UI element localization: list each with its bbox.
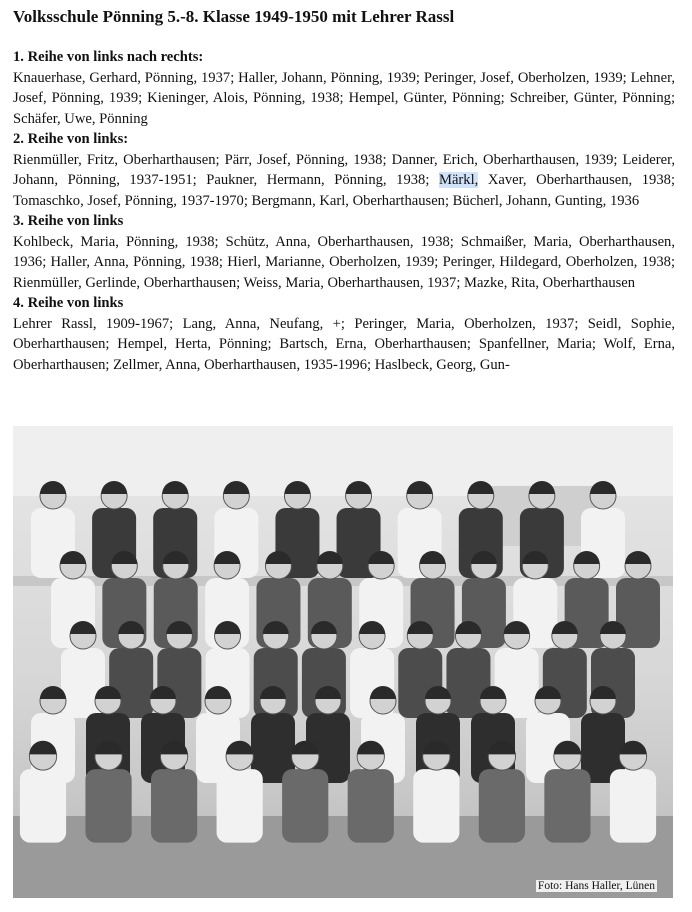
person-body xyxy=(217,769,263,843)
section-row-4 xyxy=(13,293,675,375)
section-row-3 xyxy=(13,211,675,293)
person-body xyxy=(20,769,66,843)
person-body xyxy=(479,769,525,843)
person-body xyxy=(544,769,590,843)
document-page xyxy=(13,6,675,375)
section-text xyxy=(13,150,675,212)
section-heading: 4. Reihe von links xyxy=(13,295,124,311)
highlighted-text[interactable]: Märkl, xyxy=(438,172,479,188)
section-text: Lehrer Rassl, 1909-1967; Lang, Anna, Neufang, +; Peringer, Maria, Oberholzen, 1937; Seidl, Sophie, Oberharthausen; Hempel, Herta, Pönning; Bartsch, Erna, Oberharthausen; Spanfellner, Maria; Wolf, Erna, Oberharthausen; Zellmer, Anna, Oberharthausen, 1935-1996; Haslbeck, Georg, Gun- xyxy=(13,315,675,373)
class-photo xyxy=(13,426,673,898)
section-heading: 2. Reihe von links: xyxy=(13,131,129,147)
section-text-part: Xaver, Oberharthausen, 1938; Tomaschko, Josef, Pönning, 1937-1970; Bergmann, Karl, Oberharthausen; Bücherl, Johann, Gunting, 1936 xyxy=(13,172,675,209)
photo-credit: Foto: Hans Haller, Lünen xyxy=(537,880,655,892)
person-body xyxy=(348,769,394,843)
section-text: Knauerhase, Gerhard, Pönning, 1937; Haller, Johann, Pönning, 1939; Peringer, Josef, Oberholzen, 1939; Lehner, Josef, Pönning, 1939; Kieninger, Alois, Pönning, 1938; Hempel, Günter, Pönning; Schreiber, Günter, Pönning; Schäfer, Uwe, Pönning xyxy=(13,69,675,127)
section-text: Kohlbeck, Maria, Pönning, 1938; Schütz, Anna, Oberharthausen, 1938; Schmaißer, Maria, Oberharthausen, 1936; Haller, Anna, Pönning, 1938; Hierl, Marianne, Oberholzen, 1939; Peringer, Hildegard, Oberholzen, 1938; Rienmüller, Gerlinde, Oberharthausen; Weiss, Maria, Oberharthausen, 1937; Mazke, Rita, Oberharthausen xyxy=(13,233,675,291)
section-text-part: Rienmüller, Fritz, Oberharthausen; Pärr, Josef, Pönning, 1938; Danner, Erich, Oberharthausen, 1939; Leiderer, Johann, Pönning, 1937-1951; Paukner, Hermann, Pönning, 1938; xyxy=(13,151,675,188)
section-row-2 xyxy=(13,129,675,211)
section-heading: 3. Reihe von links xyxy=(13,213,124,229)
person-body xyxy=(85,769,131,843)
person-body xyxy=(610,769,656,843)
page-title: Volksschule Pönning 5.-8. Klasse 1949-1950 mit Lehrer Rassl xyxy=(13,7,455,26)
class-photo-image xyxy=(13,426,673,898)
person-body xyxy=(282,769,328,843)
person-body xyxy=(151,769,197,843)
section-heading: 1. Reihe von links nach rechts: xyxy=(13,49,204,65)
section-row-1 xyxy=(13,47,675,129)
person-body xyxy=(413,769,459,843)
